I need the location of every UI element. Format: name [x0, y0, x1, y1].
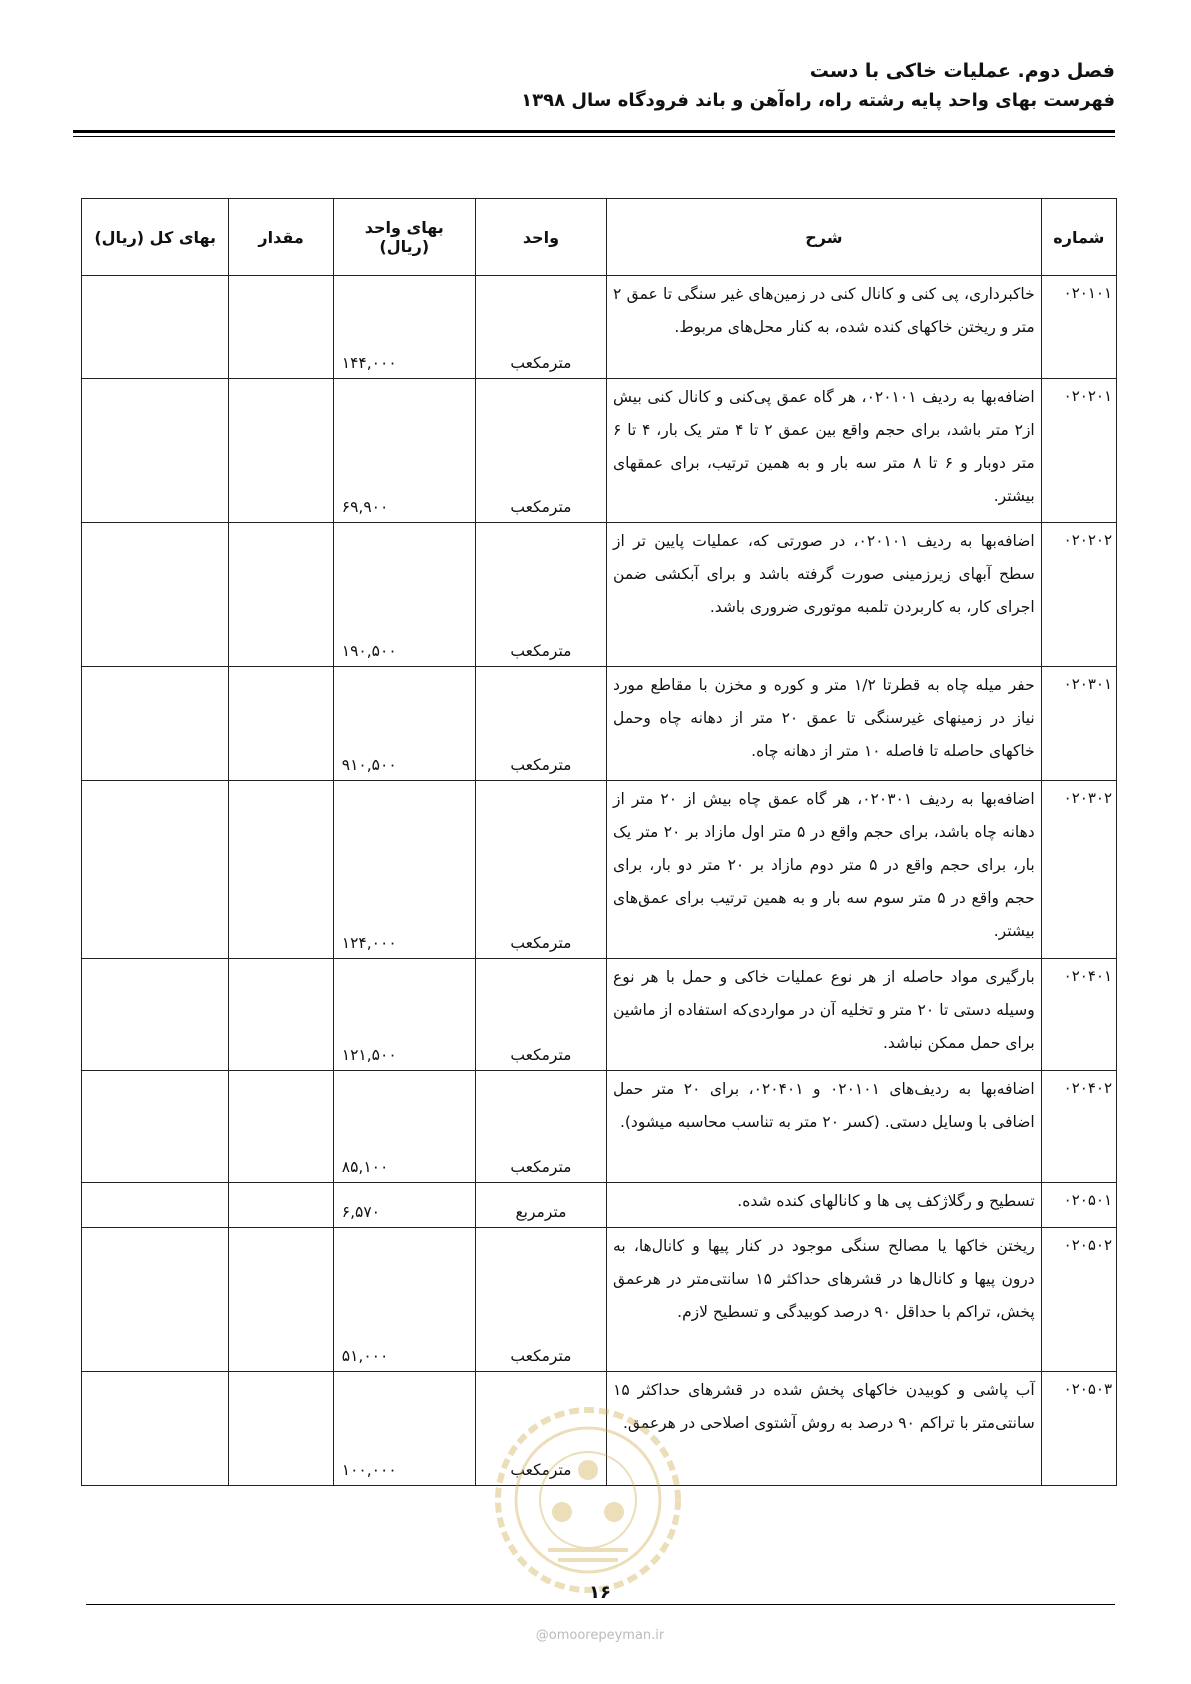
item-unit: مترمربع — [475, 1183, 606, 1228]
watermark-seal-icon — [488, 1400, 688, 1600]
header-description: شرح — [607, 199, 1042, 276]
item-unit: مترمکعب — [475, 523, 606, 667]
item-total — [82, 379, 229, 523]
item-unit-price: ۱۴۴,۰۰۰ — [333, 276, 475, 379]
chapter-title: فصل دوم. عملیات خاکی با دست — [809, 60, 1115, 82]
item-unit-price: ۱۹۰,۵۰۰ — [333, 523, 475, 667]
item-description: آب پاشی و کوبیدن خاکهای پخش شده در قشرهای حداکثر ۱۵ سانتی‌متر با تراکم ۹۰ درصد به روش آشتوی اصلاحی در هرعمق. — [607, 1372, 1042, 1486]
item-description: اضافه‌بها به ردیف ۰۲۰۱۰۱، در صورتی که، عملیات پایین تر از سطح آبهای زیرزمینی صورت گرفته باشد و برای آبکشی ضمن اجرای کار، به کاربردن تلمبه موتوری ضروری باشد. — [607, 523, 1042, 667]
item-description: اضافه‌بها به ردیف ۰۲۰۳۰۱، هر گاه عمق چاه بیش از ۲۰ متر از دهانه چاه باشد، برای حجم واقع در ۵ متر اول مازاد بر ۲۰ متر یک بار، برای حجم واقع در ۵ متر دوم مازاد بر ۲۰ متر دو بار، برای حجم واقع در ۵ متر سوم سه بار و به همین ترتیب برای عمق‌های بیشتر. — [607, 781, 1042, 959]
footer-rule — [86, 1604, 1115, 1605]
item-code: ۰۲۰۵۰۱ — [1041, 1183, 1116, 1228]
item-quantity — [229, 1071, 333, 1183]
item-description: خاکبرداری، پی کنی و کانال کنی در زمین‌های غیر سنگی تا عمق ۲ متر و ریختن خاکهای کنده شده، به کنار محل‌های مربوط. — [607, 276, 1042, 379]
item-quantity — [229, 1372, 333, 1486]
item-total — [82, 959, 229, 1071]
item-description: ریختن خاکها یا مصالح سنگی موجود در کنار پیها و کانال‌ها، به درون پیها و کانال‌ها در قشرهای حداکثر ۱۵ سانتی‌متر در هرعمق پخش، تراکم با حداقل ۹۰ درصد کوبیدگی و تسطیح لازم. — [607, 1228, 1042, 1372]
item-quantity — [229, 1183, 333, 1228]
item-code: ۰۲۰۳۰۲ — [1041, 781, 1116, 959]
item-quantity — [229, 959, 333, 1071]
header-rule-thin — [73, 136, 1115, 137]
item-unit: مترمکعب — [475, 276, 606, 379]
page-header — [65, 56, 1115, 116]
header-code: شماره — [1041, 199, 1116, 276]
item-code: ۰۲۰۲۰۱ — [1041, 379, 1116, 523]
header-total-price: بهای کل (ریال) — [82, 199, 229, 276]
item-quantity — [229, 523, 333, 667]
item-quantity — [229, 781, 333, 959]
item-unit-price: ۶۹,۹۰۰ — [333, 379, 475, 523]
item-quantity — [229, 667, 333, 781]
page-number: ۱۶ — [589, 1582, 611, 1603]
table-row — [82, 667, 1117, 781]
item-code: ۰۲۰۵۰۳ — [1041, 1372, 1116, 1486]
item-total — [82, 523, 229, 667]
item-quantity — [229, 1228, 333, 1372]
item-code: ۰۲۰۳۰۱ — [1041, 667, 1116, 781]
item-total — [82, 667, 229, 781]
item-code: ۰۲۰۵۰۲ — [1041, 1228, 1116, 1372]
item-unit-price: ۱۲۱,۵۰۰ — [333, 959, 475, 1071]
header-unit: واحد — [475, 199, 606, 276]
item-description: تسطیح و رگلاژکف پی ها و کانالهای کنده شده. — [607, 1183, 1042, 1228]
table-row — [82, 1071, 1117, 1183]
item-unit: مترمکعب — [475, 781, 606, 959]
header-unit-price: بهای واحد (ریال) — [333, 199, 475, 276]
item-code: ۰۲۰۴۰۲ — [1041, 1071, 1116, 1183]
table-row — [82, 523, 1117, 667]
header-quantity: مقدار — [229, 199, 333, 276]
item-description: اضافه‌بها به ردیف ۰۲۰۱۰۱، هر گاه عمق پی‌کنی و کانال کنی بیش از۲ متر باشد، برای حجم واقع بین عمق ۲ تا ۴ متر یک بار، ۴ تا ۶ متر دوبار و ۶ تا ۸ متر سه بار و به همین ترتیب، برای عمقهای بیشتر. — [607, 379, 1042, 523]
item-total — [82, 1071, 229, 1183]
table-row — [82, 276, 1117, 379]
item-unit: مترمکعب — [475, 959, 606, 1071]
item-unit: مترمکعب — [475, 1228, 606, 1372]
item-total — [82, 1372, 229, 1486]
item-quantity — [229, 379, 333, 523]
item-unit: مترمکعب — [475, 1372, 606, 1486]
table-row — [82, 1228, 1117, 1372]
item-description: بارگیری مواد حاصله از هر نوع عملیات خاکی و حمل با هر نوع وسیله دستی تا ۲۰ متر و تخلیه آن در مواردی‌که استفاده از ماشین برای حمل ممکن نباشد. — [607, 959, 1042, 1071]
document-subtitle: فهرست بهای واحد پایه رشته راه، راه‌آهن و باند فرودگاه سال ۱۳۹۸ — [521, 90, 1115, 111]
table-row — [82, 379, 1117, 523]
item-quantity — [229, 276, 333, 379]
item-unit: مترمکعب — [475, 379, 606, 523]
item-unit: مترمکعب — [475, 1071, 606, 1183]
item-unit-price: ۵۱,۰۰۰ — [333, 1228, 475, 1372]
header-rule-thick — [73, 130, 1115, 133]
website-watermark: @omoorepeyman.ir — [535, 1628, 665, 1643]
item-unit-price: ۱۲۴,۰۰۰ — [333, 781, 475, 959]
item-total — [82, 276, 229, 379]
table-row — [82, 1183, 1117, 1228]
item-total — [82, 1183, 229, 1228]
item-total — [82, 1228, 229, 1372]
item-total — [82, 781, 229, 959]
item-code: ۰۲۰۴۰۱ — [1041, 959, 1116, 1071]
item-unit-price: ۶,۵۷۰ — [333, 1183, 475, 1228]
table-header-row — [82, 199, 1117, 276]
item-unit-price: ۹۱۰,۵۰۰ — [333, 667, 475, 781]
table-row — [82, 781, 1117, 959]
table-row — [82, 959, 1117, 1071]
item-description: حفر میله چاه به قطرتا ۱/۲ متر و کوره و مخزن با مقاطع مورد نیاز در زمینهای غیرسنگی تا عمق ۲۰ متر از دهانه چاه وحمل خاکهای حاصله تا فاصله ۱۰ متر از دهانه چاه. — [607, 667, 1042, 781]
item-code: ۰۲۰۱۰۱ — [1041, 276, 1116, 379]
item-unit-price: ۸۵,۱۰۰ — [333, 1071, 475, 1183]
item-code: ۰۲۰۲۰۲ — [1041, 523, 1116, 667]
price-list-table — [81, 198, 1117, 1486]
item-description: اضافه‌بها به ردیف‌های ۰۲۰۱۰۱ و ۰۲۰۴۰۱، برای ۲۰ متر حمل اضافی با وسایل دستی. (کسر ۲۰ متر به تناسب محاسبه میشود). — [607, 1071, 1042, 1183]
item-unit-price: ۱۰۰,۰۰۰ — [333, 1372, 475, 1486]
item-unit: مترمکعب — [475, 667, 606, 781]
